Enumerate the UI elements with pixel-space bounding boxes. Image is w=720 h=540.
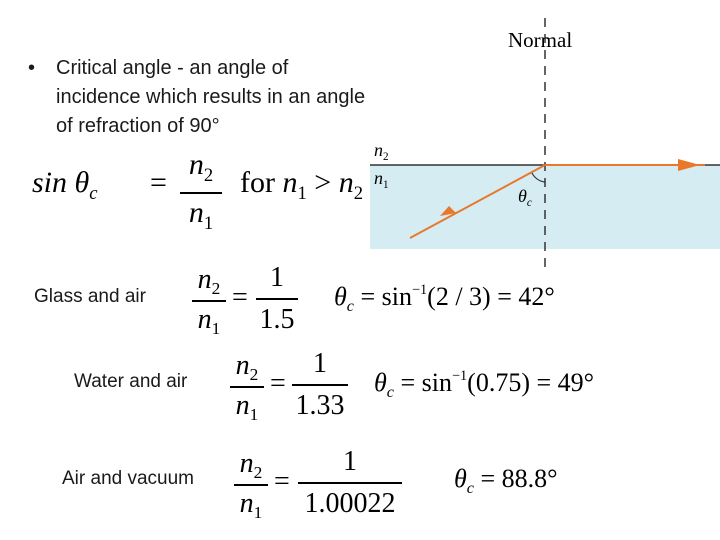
- example-label-glass-air: Glass and air: [34, 286, 146, 307]
- n1-label: $n_1$: [374, 168, 389, 191]
- sin-theta: sin θ: [32, 166, 90, 199]
- normal-label: Normal: [508, 28, 573, 52]
- theta-c-label: $\theta_c$: [518, 186, 532, 209]
- water-region: [370, 165, 720, 249]
- n2-label: $n_2$: [374, 140, 389, 163]
- condition: for $n_1 > n_2$: [240, 166, 363, 204]
- main-formula: $\sin \theta_c$ = $n_2$ $n_1$ for $n_1 > n_2$: [32, 148, 372, 238]
- example-label-air-vacuum: Air and vacuum: [62, 468, 195, 489]
- glass-air-result: $\theta_c = \sin^{-1}(2 / 3) = 42^\circ$: [334, 282, 555, 315]
- ratio-fraction: $n_2$ $n_1$: [180, 148, 222, 238]
- water-air-ratio: $n_2$ $n_1$ = 1 1.33: [230, 348, 370, 428]
- critical-angle-definition: Critical angle - an angle of incidence which results in an angle of refraction of 90°: [56, 57, 366, 137]
- air-vacuum-result: $\theta_c = 88.8^\circ$: [454, 464, 558, 497]
- example-label-water-air: Water and air: [74, 371, 188, 392]
- theta-subscript: c: [89, 182, 98, 204]
- bullet-point: •: [28, 57, 36, 79]
- glass-air-ratio: $n_2$ $n_1$ = 1 1.5: [192, 262, 332, 342]
- refraction-diagram: [370, 10, 720, 270]
- water-air-result: $\theta_c = \sin^{-1}(0.75) = 49^\circ$: [374, 368, 595, 401]
- air-vacuum-ratio: $n_2$ $n_1$ = 1 1.00022: [234, 446, 414, 526]
